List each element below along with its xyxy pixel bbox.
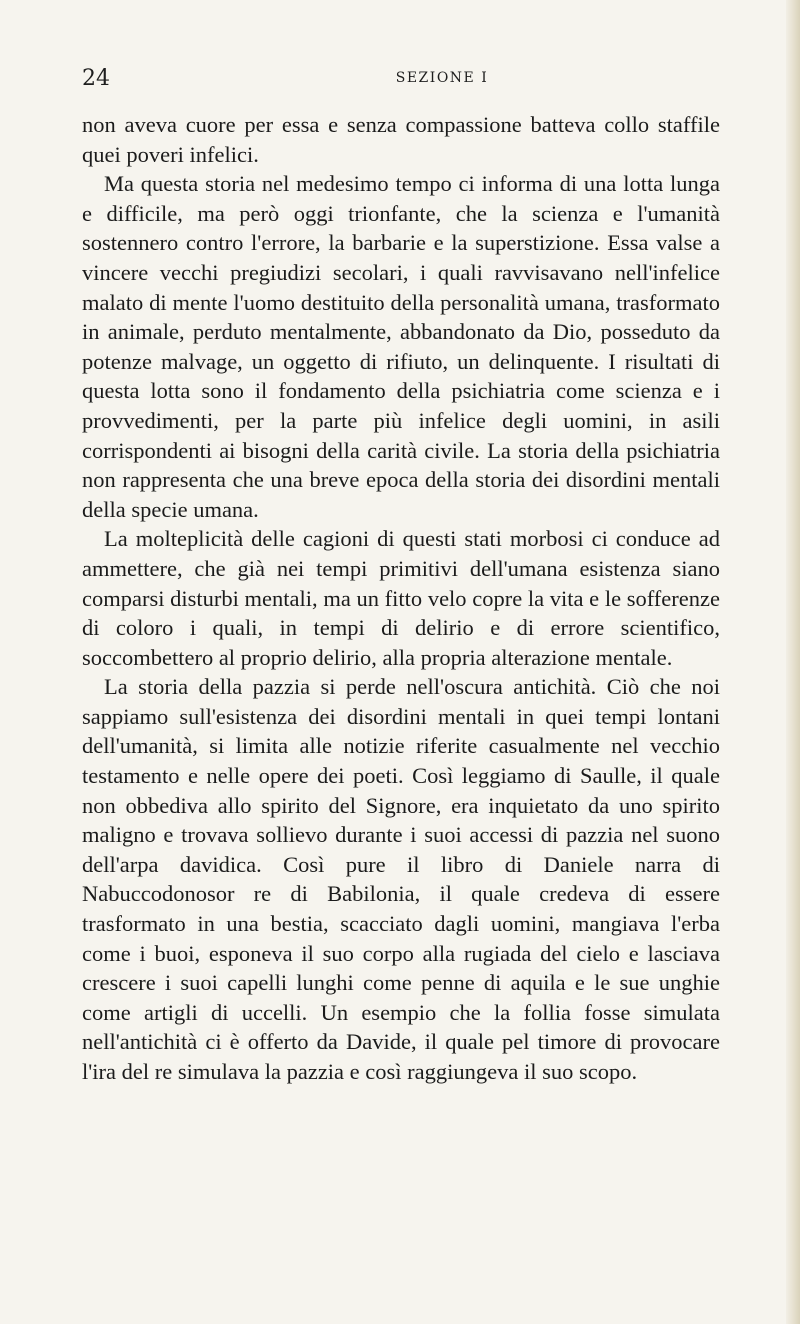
- page-number: 24: [82, 66, 110, 91]
- body-text: [82, 110, 720, 1087]
- paragraph: non aveva cuore per essa e senza compassione batteva collo staffile quei poveri infelici.: [82, 112, 720, 167]
- page-edge: [786, 0, 800, 1324]
- paragraph: Ma questa storia nel medesimo tempo ci informa di una lotta lunga e difficile, ma però oggi trionfante, che la scienza e l'umanità sostennero contro l'errore, la barbarie e la superstizione. Essa valse a vincere vecchi pregiudizi secolari, i quali ravvisavano nell'infelice malato di mente l'uomo destituito della personalità umana, trasformato in animale, perduto mentalmente, abbandonato da Dio, posseduto da potenze malvage, un oggetto di rifiuto, un delinquente. I risultati di questa lotta sono il fondamento della psichiatria come scienza e i provvedimenti, per la parte più infelice degli uomini, in asili corrispondenti ai bisogni della carità civile. La storia della psichiatria non rappresenta che una breve epoca della storia dei disordini mentali della specie umana.: [82, 171, 720, 522]
- paragraph: La molteplicità delle cagioni di questi stati morbosi ci conduce ad ammettere, che già nei tempi primitivi dell'umana esistenza siano comparsi disturbi mentali, ma un fitto velo copre la vita e le sofferenze di coloro i quali, in tempi di delirio e di errore scientifico, soccombettero al proprio delirio, alla propria alterazione mentale.: [82, 526, 720, 670]
- paragraph: La storia della pazzia si perde nell'oscura antichità. Ciò che noi sappiamo sull'esistenza dei disordini mentali in quei tempi lontani dell'umanità, si limita alle notizie riferite casualmente nel vecchio testamento e nelle opere dei poeti. Così leggiamo di Saulle, il quale non obbediva allo spirito del Signore, era inquietato da uno spirito maligno e trovava sollievo durante i suoi accessi di pazzia nel suono dell'arpa davidica. Così pure il libro di Daniele narra di Nabuccodonosor re di Babilonia, il quale credeva di essere trasformato in una bestia, scacciato dagli uomini, mangiava l'erba come i buoi, esponeva il suo corpo alla rugiada del cielo e lasciava crescere i suoi capelli lunghi come penne di aquila e le sue unghie come artigli di uccelli. Un esempio che la follia fosse simulata nell'antichità ci è offerto da Davide, il quale pel timore di provocare l'ira del re simulava la pazzia e così raggiungeva il suo scopo.: [82, 674, 720, 1084]
- running-head: SEZIONE I: [395, 70, 489, 86]
- page-header: [82, 66, 722, 96]
